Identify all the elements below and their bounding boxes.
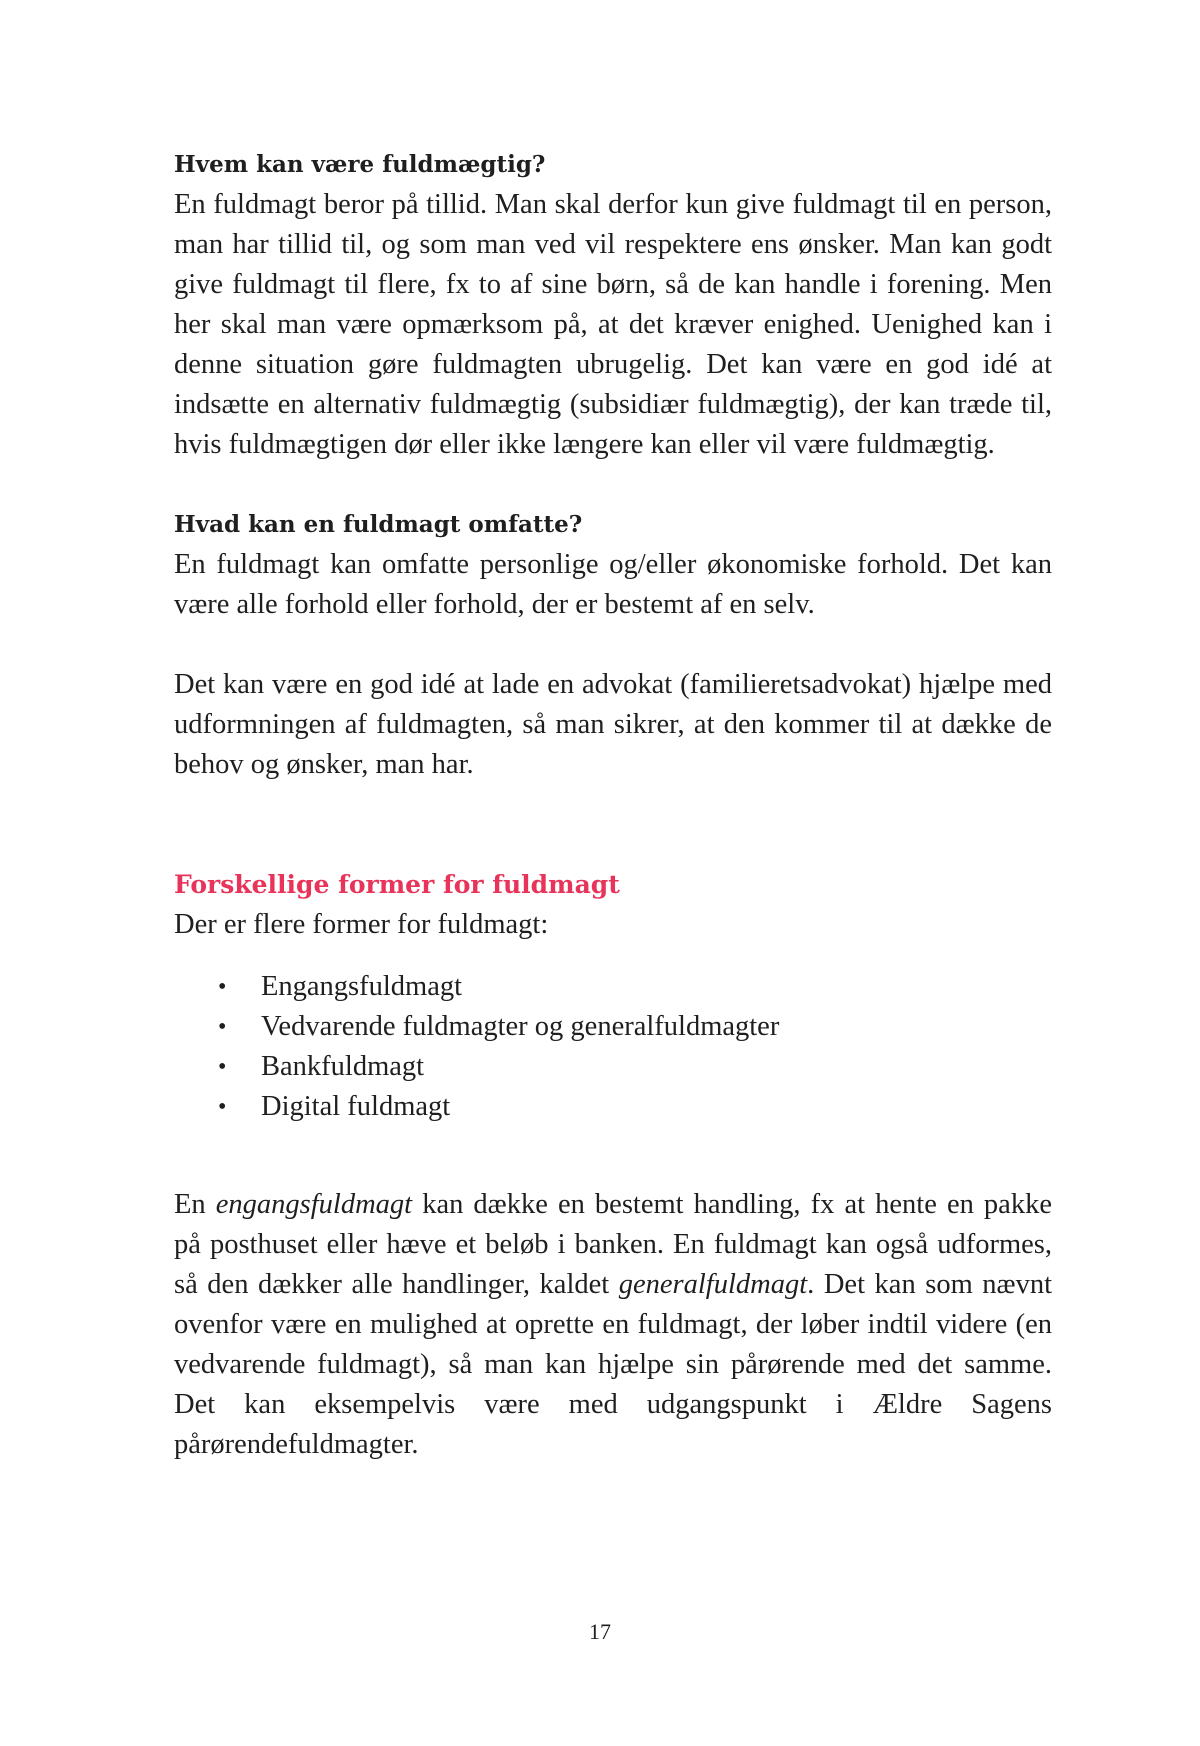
spacer xyxy=(174,1127,1052,1185)
paragraph-lawyer-advice: Det kan være en god idé at lade en advokat (familieretsadvokat) hjælpe med udformningen af fuldmagten, så man sikrer, at den kommer til at dække de behov og ønsker, man har. xyxy=(174,669,1052,780)
paragraph-forms-intro: Der er flere former for fuldmagt: xyxy=(174,909,549,940)
bullet-icon: • xyxy=(218,1054,227,1080)
text-run: kan dække en bestemt handling, fx at hente en pakke på posthuset eller hæve et beløb i banken. En fuldmagt kan også udformes, så den dækker alle handlinger, kaldet xyxy=(174,1189,1052,1300)
list-item-label: Digital fuldmagt xyxy=(261,1091,451,1122)
list-item xyxy=(174,1007,1052,1047)
spacer xyxy=(174,465,1052,505)
paragraph-who-can-be-proxy: En fuldmagt beror på tillid. Man skal derfor kun give fuldmagt til en person, man har tillid til, og som man ved vil respektere ens ønsker. Man kan godt give fuldmagt til flere, fx to af sine børn, så de kan handle i forening. Men her skal man være opmærksom på, at det kræver enighed. Uenighed kan i denne situation gøre fuldmagten ubrugelig. Det kan være en god idé at indsætte en alternativ fuldmægtig (subsidiær fuldmægtig), der kan træde til, hvis fuldmægtigen dør eller ikke længere kan eller vil være fuldmægtig. xyxy=(174,189,1052,460)
spacer xyxy=(174,785,1052,865)
list-item-label: Bankfuldmagt xyxy=(261,1051,425,1082)
emphasis-general-proxy: generalfuldmagt xyxy=(618,1269,808,1300)
paragraph-proxy-scope: En fuldmagt kan omfatte personlige og/eller økonomiske forhold. Det kan være alle forhold eller forhold, der er bestemt af en selv. xyxy=(174,549,1052,620)
bullet-icon: • xyxy=(218,1094,227,1120)
text-run: . Det kan som nævnt ovenfor være en mulighed at oprette en fuldmagt, der løber indtil videre (en vedvarende fuldmagt), så man kan hjælpe sin pårørende med det samme. Det kan eksempelvis være med udgangspunkt i Ældre Sagens pårørendefuldmagter. xyxy=(174,1269,1052,1460)
list-item-label: Engangsfuldmagt xyxy=(261,971,463,1002)
bullet-list-proxy-forms xyxy=(174,967,1052,1127)
text-run: En xyxy=(174,1189,216,1220)
section-heading-forms-of-proxy: Forskellige former for fuldmagt xyxy=(174,870,620,899)
page-number: 17 xyxy=(589,1619,611,1644)
page-content xyxy=(174,145,1052,1465)
list-item xyxy=(174,1087,1052,1127)
subheading-what-can-proxy-cover: Hvad kan en fuldmagt omfatte? xyxy=(174,511,583,538)
list-item xyxy=(174,967,1052,1007)
bullet-icon: • xyxy=(218,1014,227,1040)
paragraph-proxy-types-explained xyxy=(174,1185,1052,1465)
spacer xyxy=(174,625,1052,665)
bullet-icon: • xyxy=(218,974,227,1000)
subheading-who-can-be-proxy: Hvem kan være fuldmægtig? xyxy=(174,151,546,178)
emphasis-one-time-proxy: engangsfuldmagt xyxy=(215,1189,413,1220)
list-item xyxy=(174,1047,1052,1087)
list-item-label: Vedvarende fuldmagter og generalfuldmagter xyxy=(261,1011,780,1042)
